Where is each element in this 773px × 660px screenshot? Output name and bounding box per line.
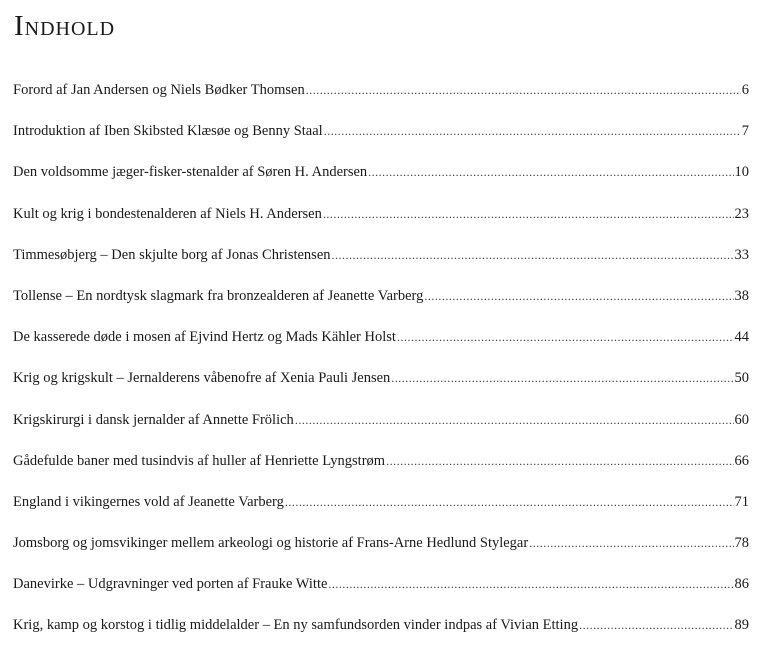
toc-entry-title: De kasserede døde i mosen af Ejvind Hertz og Mads Kähler Holst: [13, 329, 396, 346]
toc-entry: [13, 615, 749, 656]
toc-entry-page: 44: [734, 329, 749, 346]
toc-entry: [13, 451, 749, 492]
toc-entry-title: Krigskirurgi i dansk jernalder af Annette Frölich: [13, 411, 294, 428]
toc-entry: [13, 286, 749, 327]
toc-entry-title: Jomsborg og jomsvikinger mellem arkeologi og historie af Frans-Arne Hedlund Stylegar: [13, 535, 529, 552]
toc-entry-page: 71: [734, 493, 749, 510]
dot-leader: [324, 121, 741, 141]
toc-entry: [13, 368, 749, 409]
toc-entry-page: 66: [734, 452, 749, 469]
toc-entry-title: Gådefulde baner med tusindvis af huller af Henriette Lyngstrøm: [13, 452, 386, 469]
toc-entry: [13, 492, 749, 533]
dot-leader: [529, 533, 733, 553]
toc-entry-title: Krig, kamp og korstog i tidlig middelalder – En ny samfundsorden vinder indpas af Vivian Etting: [13, 617, 579, 634]
dot-leader: [391, 368, 733, 388]
dot-leader: [397, 327, 734, 347]
toc-entry-page: 23: [734, 205, 749, 222]
toc-entry-page: 6: [741, 82, 749, 98]
toc-entry: [13, 162, 749, 203]
toc-entry-page: 50: [734, 370, 749, 387]
dot-leader: [323, 204, 734, 224]
toc-entry-title: Introduktion af Iben Skibsted Klæsøe og Benny Staal: [13, 123, 323, 140]
toc-entry-title: Kult og krig i bondestenalderen af Niels H. Andersen: [13, 205, 322, 222]
toc-entry: [13, 245, 749, 286]
toc-entry: [13, 204, 749, 245]
dot-leader: [368, 162, 733, 182]
toc-entry-page: 86: [734, 576, 749, 593]
toc-entry: [13, 533, 749, 574]
dot-leader: [579, 615, 733, 635]
toc-entry-title: Den voldsomme jæger-fisker-stenalder af Søren H. Andersen: [13, 164, 368, 181]
toc-entry: [13, 80, 749, 121]
toc-entry-title: Forord af Jan Andersen og Niels Bødker Thomsen: [13, 82, 305, 98]
dot-leader: [306, 80, 741, 100]
toc-entry-title: Tollense – En nordtysk slagmark fra bronzealderen af Jeanette Varberg: [13, 287, 424, 304]
toc-entry-page: 7: [741, 123, 749, 140]
toc-entry: [13, 574, 749, 615]
toc-entry-page: 78: [734, 535, 749, 552]
toc-entry: [13, 327, 749, 368]
toc-entry-title: England i vikingernes vold af Jeanette Varberg: [13, 493, 284, 510]
dot-leader: [295, 410, 734, 430]
toc-entry-title: Timmesøbjerg – Den skjulte borg af Jonas Christensen: [13, 246, 331, 263]
toc-entry-page: 33: [734, 246, 749, 263]
page-title: Indhold: [14, 10, 116, 42]
dot-leader: [424, 286, 733, 306]
toc-entry-title: Danevirke – Udgravninger ved porten af Frauke Witte: [13, 576, 328, 593]
toc-entry-page: 38: [734, 287, 749, 304]
toc-entry-title: Krig og krigskult – Jernalderens våbenofre af Xenia Pauli Jensen: [13, 370, 391, 387]
dot-leader: [332, 245, 734, 265]
toc-entry: [13, 121, 749, 162]
table-of-contents: [13, 80, 749, 657]
toc-entry-page: 89: [734, 617, 749, 634]
toc-entry-page: 10: [734, 164, 749, 181]
dot-leader: [285, 492, 734, 512]
dot-leader: [386, 451, 733, 471]
toc-entry-page: 60: [734, 411, 749, 428]
toc-entry: [13, 410, 749, 451]
dot-leader: [328, 574, 733, 594]
